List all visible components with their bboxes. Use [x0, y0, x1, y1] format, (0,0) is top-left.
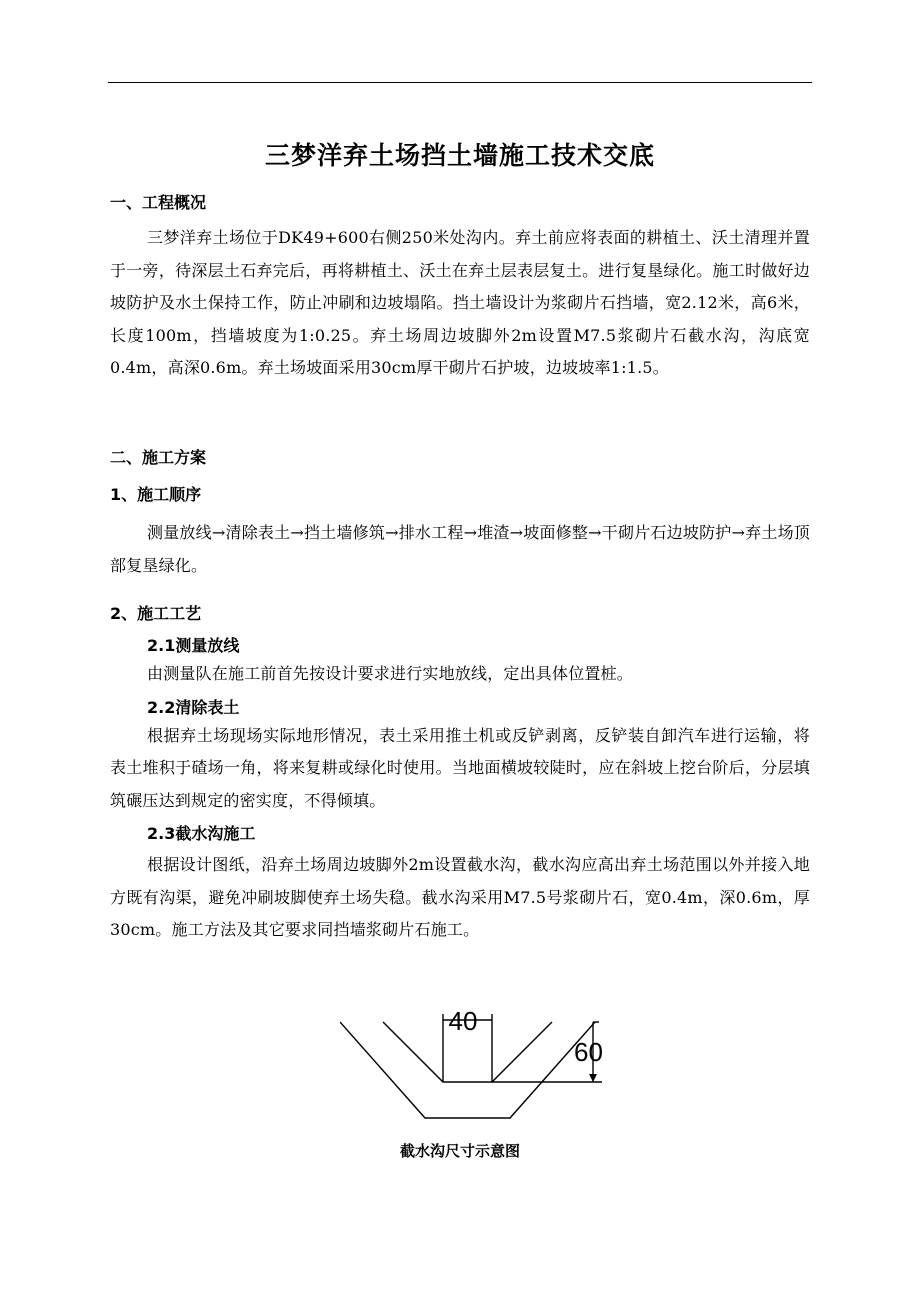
- depth-label: 60: [574, 1037, 603, 1067]
- subsection-2-1-paragraph: 测量放线→清除表土→挡土墙修筑→排水工程→堆渣→坡面修整→干砌片石边坡防护→弃土场顶部复垦绿化。: [110, 523, 810, 575]
- step-2-2-heading: 2.2清除表土: [147, 698, 240, 717]
- figure-caption: 截水沟尺寸示意图: [399, 1142, 520, 1160]
- ditch-section-diagram: [340, 1000, 620, 1130]
- subsection-2-1-heading: 1、施工顺序: [110, 485, 202, 504]
- step-2-1-paragraph: 由测量队在施工前首先按设计要求进行实地放线，定出具体位置桩。: [147, 664, 634, 683]
- width-label: 40: [448, 1006, 478, 1036]
- document-title: 三梦洋弃土场挡土墙施工技术交底: [264, 141, 655, 170]
- step-2-1-heading: 2.1测量放线: [147, 636, 240, 655]
- section-1-heading: 一、工程概况: [110, 193, 207, 212]
- step-2-3-heading: 2.3截水沟施工: [147, 824, 256, 843]
- ditch-outer-outline: [340, 1022, 595, 1118]
- step-2-3-paragraph: 根据设计图纸，沿弃土场周边坡脚外2m设置截水沟，截水沟应高出弃土场范围以外并接入地方既有沟渠，避免冲刷坡脚使弃土场失稳。截水沟采用M7.5号浆砌片石，宽0.4m，深0.6m，厚30cm。施工方法及其它要求同挡墙浆砌片石施工。: [110, 855, 810, 940]
- header-rule: [108, 82, 812, 83]
- section-1-paragraph: 三梦洋弃土场位于DK49+600右侧250米处沟内。弃土前应将表面的耕植土、沃土清理并置于一旁，待深层土石弃完后，再将耕植土、沃土在弃土层表层复土。进行复垦绿化。施工时做好边坡防护及水土保持工作，防止冲刷和边坡塌陷。挡土墙设计为浆砌片石挡墙，宽2.12米，高6米，长度100m，挡墙坡度为1:0.25。弃土场周边坡脚外2m设置M7.5浆砌片石截水沟，沟底宽0.4m，高深0.6m。弃土场坡面采用30cm厚干砌片石护坡，边坡坡率1:1.5。: [110, 228, 810, 378]
- step-2-2-paragraph: 根据弃土场现场实际地形情况，表土采用推土机或反铲剥离，反铲装自卸汽车进行运输，将表土堆积于碴场一角，将来复耕或绿化时使用。当地面横坡较陡时，应在斜坡上挖台阶后，分层填筑碾压达到规定的密实度，不得倾填。: [110, 726, 810, 810]
- section-2-heading: 二、施工方案: [110, 448, 207, 467]
- subsection-2-2-heading: 2、施工工艺: [110, 604, 202, 623]
- depth-arrow-head: [589, 1074, 597, 1082]
